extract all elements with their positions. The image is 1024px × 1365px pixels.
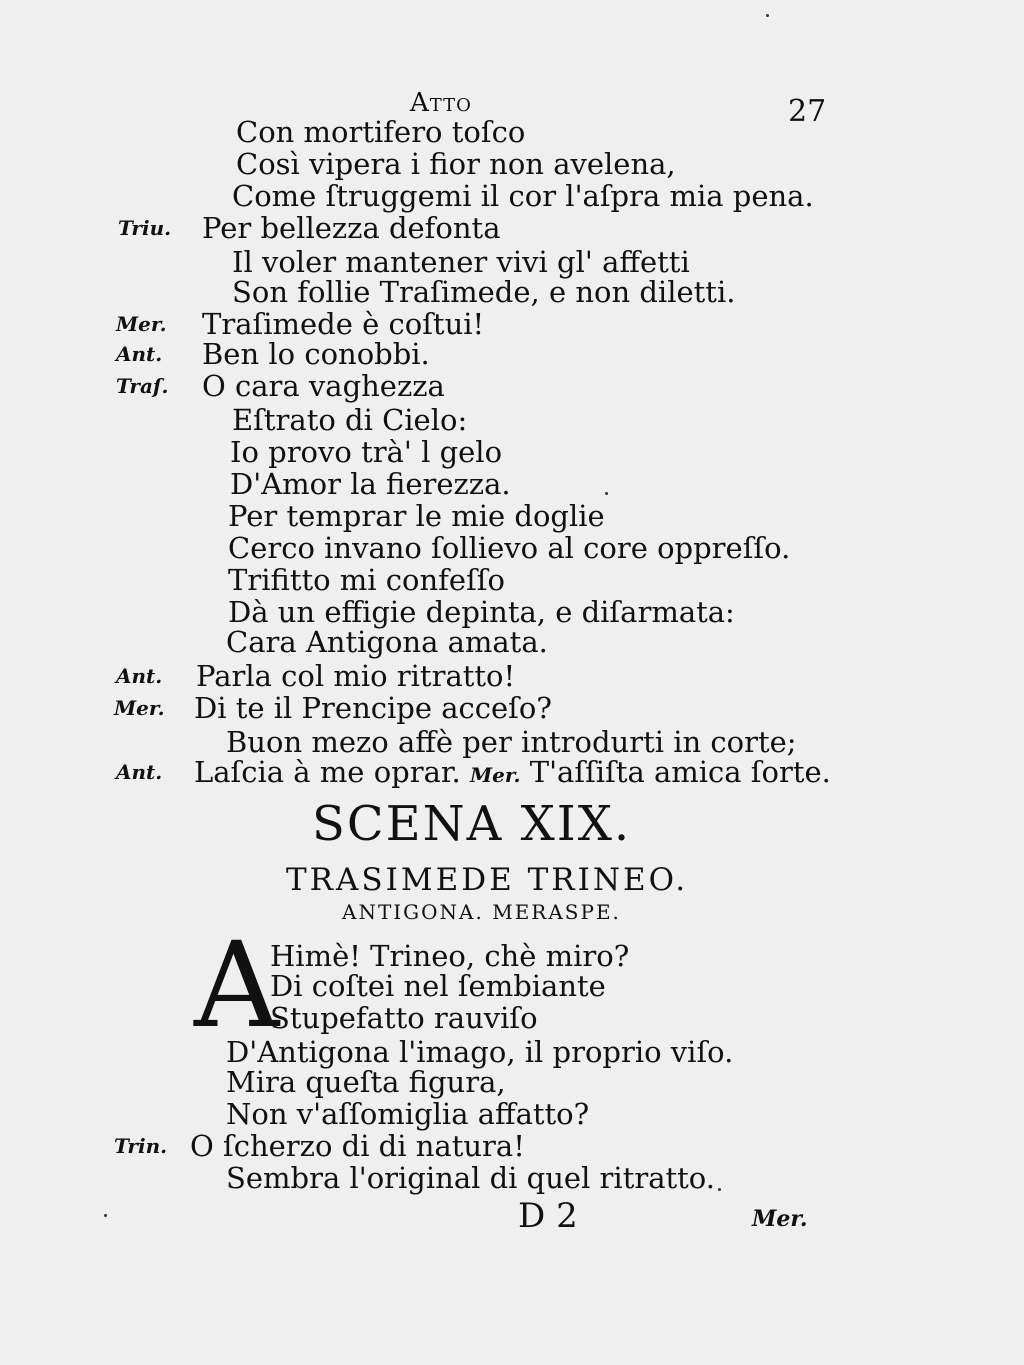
scan-speck: [104, 1214, 107, 1217]
scene-characters-secondary: ANTIGONA. MERASPE.: [342, 900, 621, 924]
verse-text: Sembra l'original di quel ritratto.: [226, 1161, 715, 1195]
verse-text: Dà un effigie depinta, e diſarmata:: [228, 595, 735, 629]
verse-text: Son follie Traſimede, e non diletti.: [232, 275, 736, 309]
verse-text-part: Laſcia à me oprar.: [194, 755, 461, 789]
verse-text: Ben lo conobbi.: [202, 337, 430, 371]
verse-text: Mira queſta figura,: [226, 1065, 506, 1099]
speaker-label: Trin.: [114, 1134, 168, 1158]
verse-text: Per bellezza defonta: [202, 211, 501, 245]
verse-text: Il voler mantener vivi gl' affetti: [232, 245, 690, 279]
verse-text: Cara Antigona amata.: [226, 625, 548, 659]
speaker-label: Triu.: [118, 216, 172, 240]
scene-title: SCENA XIX.: [312, 796, 632, 852]
scan-speck: [718, 1188, 721, 1191]
drop-cap: A: [194, 916, 280, 1054]
speaker-label: Mer.: [114, 696, 165, 720]
verse-text: Come ſtruggemi il cor l'aſpra mia pena.: [232, 179, 814, 213]
verse-text: Di te il Prencipe acceſo?: [194, 691, 552, 725]
inline-speaker-label: Mer.: [469, 763, 521, 787]
verse-text: O cara vaghezza: [202, 369, 445, 403]
verse-text: Per temprar le mie doglie: [228, 499, 605, 533]
verse-text: Non v'aſſomiglia affatto?: [226, 1097, 590, 1131]
running-title: Atto: [410, 88, 472, 118]
scene-characters-primary: TRASIMEDE TRINEO.: [286, 862, 689, 898]
speaker-label: Traſ.: [116, 374, 169, 398]
verse-text: O ſcherzo di di natura!: [190, 1129, 525, 1163]
verse-text: Cerco invano ſollievo al core oppreſſo.: [228, 531, 791, 565]
page-number: 27: [788, 94, 827, 129]
verse-text: Buon mezo affè per introdurti in corte;: [226, 725, 797, 759]
verse-text: Parla col mio ritratto!: [196, 659, 516, 693]
verse-text: D'Amor la fierezza.: [230, 467, 511, 501]
scan-speck: [766, 14, 769, 17]
speaker-label: Ant.: [116, 342, 163, 366]
verse-text: [194, 756, 831, 791]
verse-text: Eſtrato di Cielo:: [232, 403, 468, 437]
verse-text: Traſimede è coſtui!: [202, 307, 485, 341]
verse-text: Stupefatto rauviſo: [270, 1001, 538, 1035]
verse-text: Di coſtei nel ſembiante: [270, 969, 606, 1003]
speaker-label: Ant.: [116, 664, 163, 688]
catchword: Mer.: [752, 1206, 808, 1232]
verse-text: Io provo trà' l gelo: [230, 435, 503, 469]
speaker-label: Ant.: [116, 760, 163, 784]
verse-text: Himè! Trineo, chè miro?: [270, 939, 630, 973]
verse-text: Con mortifero toſco: [236, 115, 526, 149]
verse-text: D'Antigona l'imago, il proprio viſo.: [226, 1035, 734, 1069]
verse-text-part: T'aſſiſta amica ſorte.: [529, 755, 831, 789]
verse-text: Così vipera i fior non avelena,: [236, 147, 676, 181]
speaker-label: Mer.: [116, 312, 167, 336]
verse-text: Trifitto mi confeſſo: [228, 563, 506, 597]
signature-mark: D 2: [518, 1196, 578, 1236]
scan-speck: [605, 492, 608, 495]
